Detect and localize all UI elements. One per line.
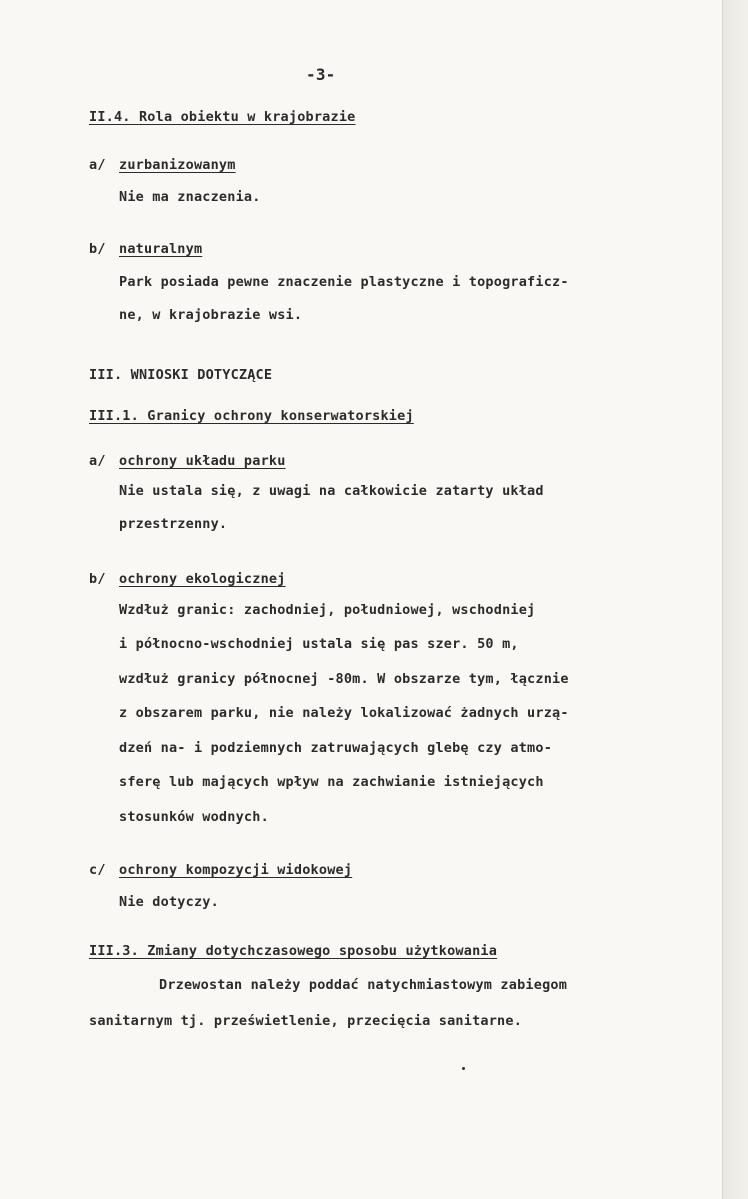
item-title-urbanized: zurbanizowanym [119,157,236,173]
item-title-view-composition: ochrony kompozycji widokowej [119,862,353,878]
paragraph-text: Drzewostan należy poddać natychmiastowym zabiegom [159,977,568,993]
item-text: Nie ustala się, z uwagi na całkowicie zatarty układ [119,483,544,499]
ink-speck [462,1067,465,1070]
item-marker-a: a/ [89,453,106,469]
item-title-natural: naturalnym [119,241,203,257]
item-text: ne, w krajobrazie wsi. [119,307,303,323]
item-text: i północno-wschodniej ustala się pas szer. 50 m, [119,636,519,652]
item-text: sferę lub mających wpływ na zachwianie istniejących [119,774,544,790]
subsection-heading-3-1: III.1. Granicy ochrony konserwatorskiej [89,408,414,424]
item-marker-b: b/ [89,241,106,257]
item-text: stosunków wodnych. [119,809,269,825]
item-text: Wzdłuż granic: zachodniej, południowej, wschodniej [119,602,536,618]
section-heading-3: III. WNIOSKI DOTYCZĄCE [89,367,273,383]
item-text: Nie dotyczy. [119,894,219,910]
section-heading-2-4: II.4. Rola obiektu w krajobrazie [89,109,356,125]
item-title-park-layout: ochrony układu parku [119,453,286,469]
page-edge [722,0,748,1199]
page-number: -3- [306,65,336,84]
item-text: Nie ma znaczenia. [119,189,261,205]
item-text: dzeń na- i podziemnych zatruwających glebę czy atmo- [119,740,553,756]
item-text: z obszarem parku, nie należy lokalizować żadnych urzą- [119,705,569,721]
subsection-heading-3-3: III.3. Zmiany dotychczasowego sposobu użytkowania [89,943,498,959]
item-title-ecological: ochrony ekologicznej [119,571,286,587]
paragraph-text: sanitarnym tj. prześwietlenie, przecięcia sanitarne. [89,1013,523,1029]
item-text: wzdłuż granicy północnej -80m. W obszarze tym, łącznie [119,671,569,687]
item-marker-a: a/ [89,157,106,173]
item-marker-b: b/ [89,571,106,587]
item-text: Park posiada pewne znaczenie plastyczne i topograficz- [119,274,569,290]
item-marker-c: c/ [89,862,106,878]
item-text: przestrzenny. [119,516,228,532]
